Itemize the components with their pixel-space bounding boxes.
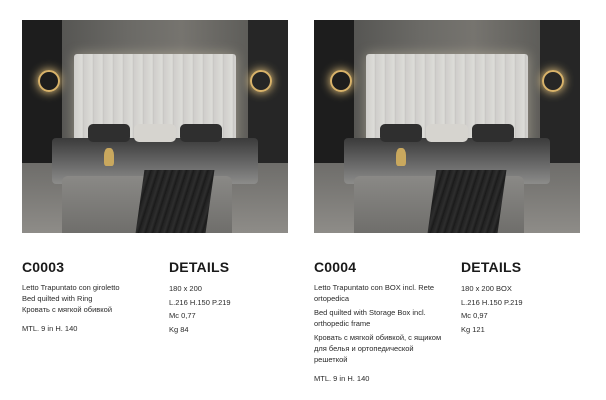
details-heading: DETAILS (169, 259, 230, 275)
details-size: 180 x 200 BOX (461, 284, 512, 293)
details-volume: Mc 0,77 (169, 311, 196, 320)
details-size: 180 x 200 (169, 284, 202, 293)
lamp-icon (250, 70, 272, 92)
details-list (169, 282, 231, 336)
description-line-ru: Кровать с мягкой обивкой, с ящиком для белья и ортопедической решеткой (314, 333, 442, 364)
product-description (314, 282, 449, 384)
lamp-icon (542, 70, 564, 92)
product-description (22, 282, 157, 334)
details-volume: Mc 0,97 (461, 311, 488, 320)
description-line-en: Bed quilted with Ring (22, 294, 93, 303)
description-line-ru: Кровать с мягкой обивкой (22, 305, 113, 314)
mtl-text: MTL. 9 in H. 140 (22, 324, 78, 333)
description-line-en: Bed quilted with Storage Box incl. orthopedic frame (314, 308, 426, 328)
product-code: C0004 (314, 259, 357, 275)
details-heading: DETAILS (461, 259, 522, 275)
product-code: C0003 (22, 259, 65, 275)
lamp-icon (330, 70, 352, 92)
description-line-it: Letto Trapuntato con BOX incl. Rete ortopedica (314, 283, 435, 303)
details-weight: Kg 84 (169, 324, 189, 334)
bed-photo (314, 20, 580, 233)
details-weight: Kg 121 (461, 324, 485, 334)
lamp-icon (38, 70, 60, 92)
description-line-it: Letto Trapuntato con giroletto (22, 283, 120, 292)
details-dimensions: L.216 H.150 P.219 (461, 297, 523, 307)
mtl-text: MTL. 9 in H. 140 (314, 374, 370, 383)
details-list (461, 282, 523, 336)
details-dimensions: L.216 H.150 P.219 (169, 297, 231, 307)
bed-photo (22, 20, 288, 233)
